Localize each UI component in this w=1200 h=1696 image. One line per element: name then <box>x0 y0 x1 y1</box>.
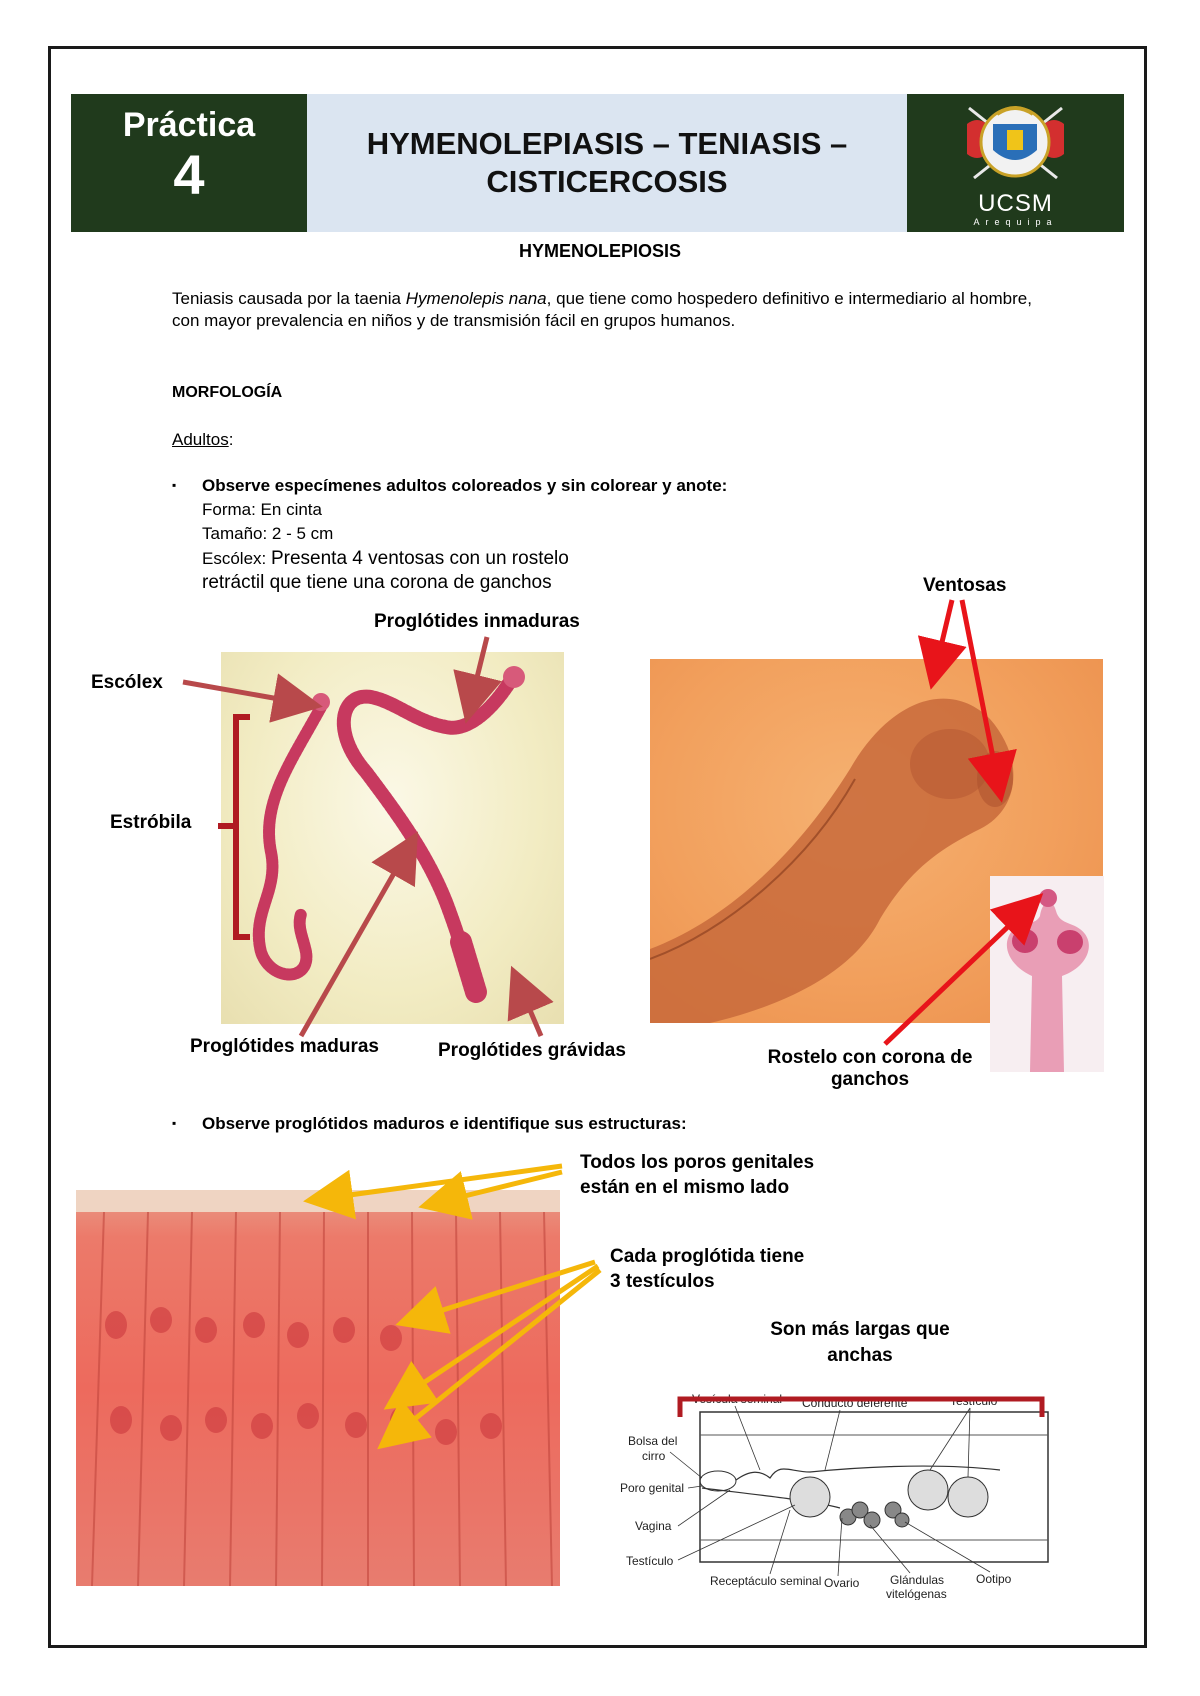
tamano-line: Tamaño: 2 - 5 cm <box>202 524 334 543</box>
rostellum-drawing <box>990 876 1104 1072</box>
diagram-label-vitelline-1: Glándulas <box>890 1573 945 1587</box>
adults-colon: : <box>228 430 234 449</box>
intro-text-before: Teniasis causada por la taenia <box>172 289 406 308</box>
university-logo <box>907 94 1124 232</box>
escolex-label: Escólex: <box>202 549 271 568</box>
diagram-label-testis-top: Testículo <box>950 1394 998 1408</box>
escolex-line <box>202 548 569 570</box>
label-longer-line-1: Son más largas que <box>770 1319 950 1340</box>
adults-label: Adultos <box>172 430 229 449</box>
adults-heading <box>172 430 233 450</box>
rostellum-photo <box>990 876 1104 1072</box>
crest-icon <box>907 94 1124 190</box>
label-genital-pores-line-2: están en el mismo lado <box>580 1177 790 1198</box>
mature-proglottids-photo <box>76 1190 560 1586</box>
bullet-marker: ▪ <box>172 478 177 492</box>
section-title: HYMENOLEPIOSIS <box>518 241 682 261</box>
title-line-1: HYMENOLEPIASIS – TENIASIS – <box>366 126 848 161</box>
forma-line: Forma: En cinta <box>202 500 322 519</box>
label-immature-proglottids: Proglótides inmaduras <box>374 611 580 632</box>
bullet-text: Observe especímenes adultos coloreados y sin colorear y anote: <box>202 476 728 495</box>
label-mature-proglottids: Proglótides maduras <box>190 1036 379 1057</box>
label-longer-than-wide <box>720 1317 1000 1369</box>
bullet-text: Observe proglótidos maduros e identifique sus estructuras: <box>202 1114 687 1133</box>
proglottids-drawing <box>76 1190 560 1586</box>
label-testes-line-2: 3 testículos <box>610 1271 715 1292</box>
diagram-label-testis-bottom: Testículo <box>626 1554 674 1568</box>
diagram-label-genital-pore: Poro genital <box>620 1481 685 1495</box>
page-title <box>367 125 848 201</box>
practice-word: Práctica <box>122 106 256 144</box>
label-suckers: Ventosas <box>923 575 1007 596</box>
diagram-label-vesicle: Vesícula seminal <box>692 1392 783 1406</box>
escolex-text-1: Presenta 4 ventosas con un rostelo <box>270 548 569 569</box>
logo-text: UCSM <box>978 190 1053 217</box>
diagram-label-vagina: Vagina <box>635 1519 672 1533</box>
practice-badge <box>71 94 307 232</box>
adult-worms-photo <box>221 652 564 1024</box>
proglottid-schematic <box>610 1390 1060 1600</box>
escolex-text-2: retráctil que tiene una corona de ganchos <box>202 572 552 593</box>
label-longer-line-2: anchas <box>827 1345 893 1366</box>
page-title-box <box>307 94 907 232</box>
diagram-label-receptacle: Receptáculo seminal <box>710 1574 822 1588</box>
diagram-label-ootype: Ootipo <box>976 1572 1012 1586</box>
diagram-label-vas-deferens: Conducto deferente <box>802 1396 908 1410</box>
bullet-observe-proglottids <box>172 1114 687 1134</box>
diagram-label-cirrus-1: Bolsa del <box>628 1434 678 1448</box>
intro-text-after: , que tiene como hospedero definitivo e intermediario al hombre, con mayor prevalencia en niños y de transmisión fácil en grupos humanos. <box>172 289 1032 330</box>
label-gravid-proglottids: Proglótides grávidas <box>438 1040 626 1061</box>
diagram-label-ovary: Ovario <box>824 1576 860 1590</box>
label-rostellum-line-1: Rostelo con corona de <box>767 1047 973 1068</box>
label-scolex: Escólex <box>91 672 163 693</box>
label-testes-line-1: Cada proglótida tiene <box>610 1246 805 1267</box>
label-genital-pores <box>580 1150 814 1200</box>
bullet-observe-adults <box>172 476 727 496</box>
logo-subtext: Arequipa <box>973 217 1058 227</box>
intro-paragraph <box>172 288 1032 332</box>
label-genital-pores-line-1: Todos los poros genitales <box>580 1152 815 1173</box>
proglottid-diagram <box>610 1390 1060 1600</box>
diagram-label-cirrus-2: cirro <box>642 1449 666 1463</box>
label-testes <box>610 1244 804 1294</box>
title-line-2: CISTICERCOSIS <box>486 164 728 199</box>
worm-drawing <box>221 652 564 1024</box>
label-rostellum-line-2: ganchos <box>830 1069 910 1090</box>
label-strobila: Estróbila <box>110 812 192 833</box>
label-rostellum <box>740 1047 1000 1091</box>
morphology-heading: MORFOLOGÍA <box>172 384 283 401</box>
bullet-marker: ▪ <box>172 1116 177 1130</box>
practice-number: 4 <box>173 143 205 206</box>
species-name: Hymenolepis nana <box>405 289 547 308</box>
diagram-label-vitelline-2: vitelógenas <box>886 1587 947 1600</box>
